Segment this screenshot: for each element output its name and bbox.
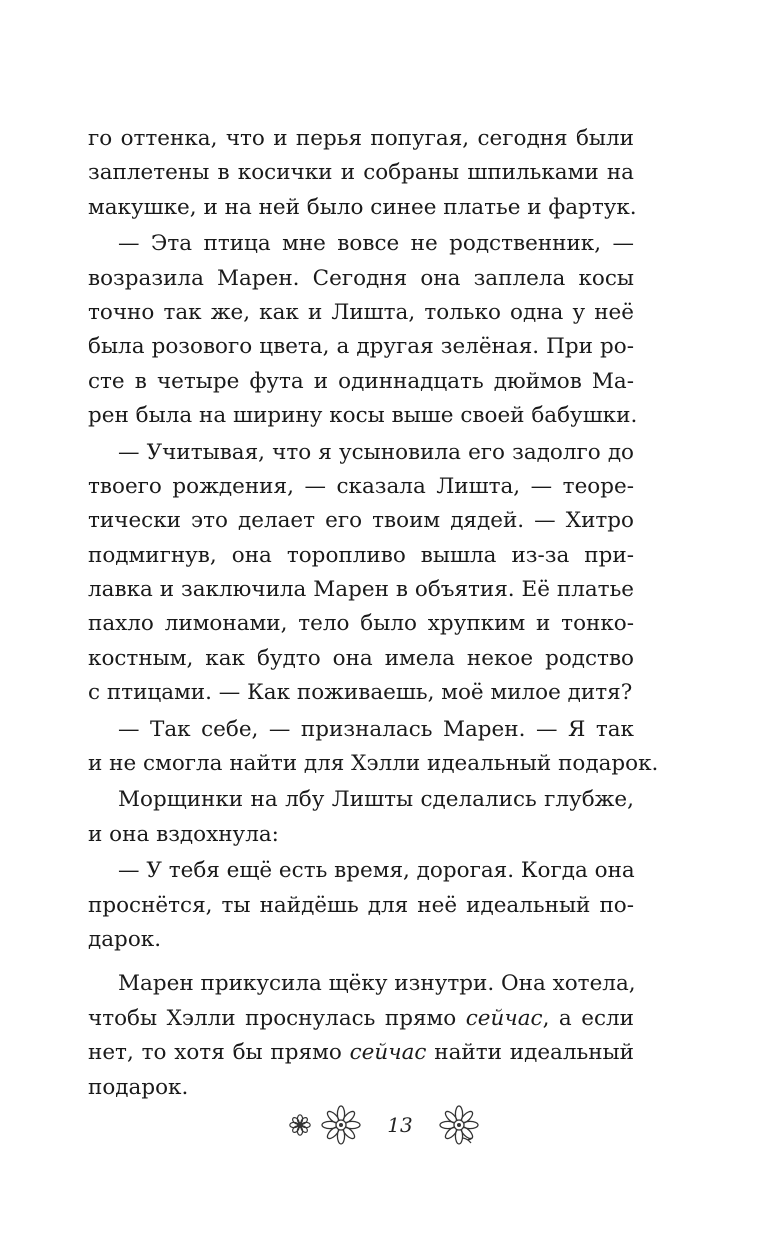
- text-fragment: найти идеальный: [426, 1040, 634, 1066]
- text-line: заплетены в косички и собраны шпильками на: [88, 160, 634, 186]
- text-fragment: нет, то хотя бы прямо: [88, 1040, 350, 1066]
- italic-emphasis: сейчас: [465, 1005, 543, 1031]
- text-line: лавка и заключила Марен в объятия. Её платье: [88, 577, 634, 603]
- text-line: и не смогла найти для Хэлли идеальный подарок.: [88, 751, 659, 777]
- paragraph-6: [88, 854, 634, 957]
- text-line: Морщинки на лбу Лишты сделались глубже,: [118, 787, 634, 813]
- text-line: точно так же, как и Лишта, только одна у неё: [88, 299, 634, 325]
- page-footer: [0, 1100, 768, 1150]
- text-line: — Учитывая, что я усыновила его задолго до: [118, 439, 634, 465]
- paragraph-7: [88, 967, 634, 1105]
- text-line: возразила Марен. Сегодня она заплела косы: [88, 265, 634, 291]
- text-line: [88, 1002, 634, 1036]
- text-line: Марен прикусила щёку изнутри. Она хотела,: [118, 971, 636, 997]
- book-page-text: [88, 122, 659, 1105]
- page-number: 13: [387, 1113, 413, 1137]
- text-line: — Так себе, — призналась Марен. — Я так: [118, 716, 634, 742]
- text-line: — Эта птица мне вовсе не родственник, —: [118, 231, 634, 257]
- paragraph-4: [88, 713, 659, 782]
- large-daisy-icon: [439, 1105, 479, 1145]
- text-line: [88, 1036, 634, 1070]
- text-fragment: чтобы Хэлли проснулась прямо: [88, 1005, 466, 1031]
- text-line: тически это делает его твоим дядей. — Хитро: [88, 508, 634, 534]
- text-line: с птицами. — Как поживаешь, моё милое дитя?: [88, 680, 633, 706]
- text-line: сте в четыре фута и одиннадцать дюймов Ма-: [88, 368, 634, 394]
- text-line: рен была на ширину косы выше своей бабушки.: [88, 403, 638, 429]
- text-line: подмигнув, она торопливо вышла из-за при-: [88, 542, 634, 568]
- paragraph-2: [88, 227, 638, 433]
- text-line: макушке, и на ней было синее платье и фартук.: [88, 194, 637, 220]
- text-line: подарок.: [88, 1074, 189, 1100]
- paragraph-1: [88, 122, 637, 225]
- paragraph-3: [88, 436, 634, 711]
- large-daisy-icon: [321, 1105, 361, 1145]
- text-line: проснётся, ты найдёшь для неё идеальный по-: [88, 892, 634, 918]
- text-line: твоего рождения, — сказала Лишта, — теоре-: [88, 473, 634, 499]
- text-fragment: , а если: [542, 1005, 635, 1031]
- paragraph-5: [88, 783, 634, 852]
- italic-emphasis: сейчас: [349, 1040, 427, 1066]
- text-line: го оттенка, что и перья попугая, сегодня были: [88, 126, 634, 151]
- text-line: — У тебя ещё есть время, дорогая. Когда она: [118, 858, 635, 884]
- text-line: дарок.: [88, 926, 162, 952]
- text-line: костным, как будто она имела некое родство: [88, 645, 634, 671]
- text-line: пахло лимонами, тело было хрупким и тонко-: [88, 611, 634, 637]
- footer-ornament: [289, 1105, 478, 1145]
- text-line: была розового цвета, а другая зелёная. При ро-: [88, 334, 634, 360]
- small-daisy-icon: [289, 1114, 311, 1136]
- text-line: и она вздохнула:: [88, 821, 279, 847]
